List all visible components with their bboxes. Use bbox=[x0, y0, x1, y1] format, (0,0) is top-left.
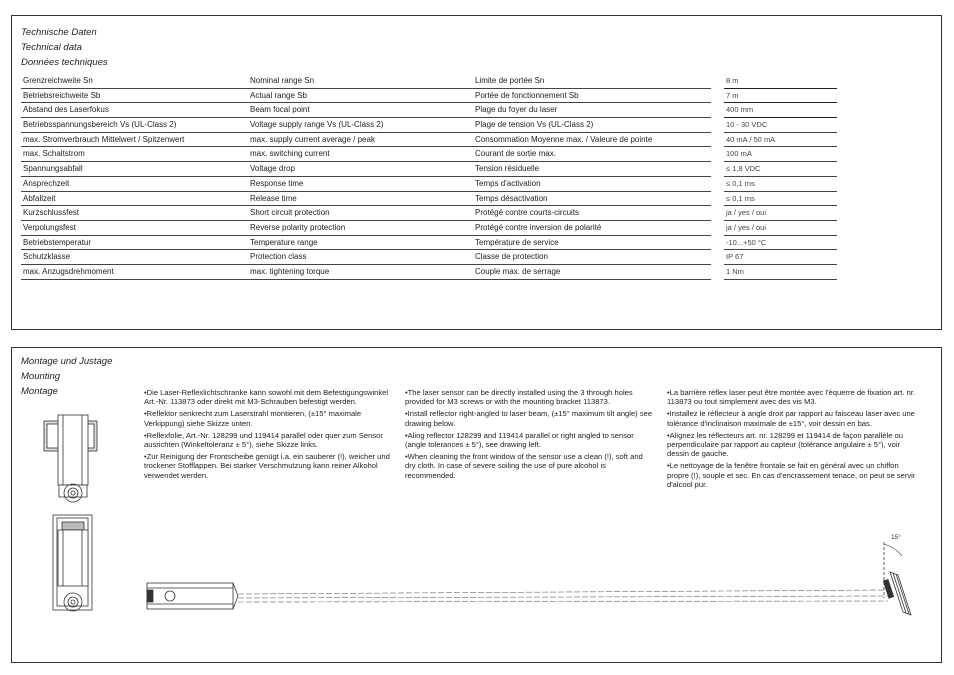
spec-label-fr: Classe de protection bbox=[475, 252, 548, 262]
spec-label-de: max. Anzugsdrehmoment bbox=[23, 266, 114, 276]
laser-beam-lines bbox=[238, 590, 888, 602]
mounting-paragraph: •Alignez les réflecteurs art. nr. 128299 et 119414 de façon parallèle ou perpendiculaire par rapport au capteur (tolérance angulaire ± 5°), voir dessin de gauche. bbox=[667, 430, 903, 459]
title-en: Technical data bbox=[21, 42, 82, 53]
spec-label-fr: Temps désactivation bbox=[475, 193, 548, 203]
sensor-bracket-drawing bbox=[44, 415, 97, 502]
mounting-paragraph: •Die Laser-Reflexlichtschranke kann sowohl mit dem Befestigungswinkel Art.-Nr. 113873 oder direkt mit M3-Schrauben befestigt werden. bbox=[144, 388, 389, 407]
spec-label-fr: Protégé contre inversion de polarité bbox=[475, 222, 602, 232]
spec-label-en: Short circuit protection bbox=[250, 208, 330, 218]
spec-value: 10 - 30 VDC bbox=[726, 120, 768, 130]
spec-value: 40 mA / 50 mA bbox=[726, 134, 776, 144]
spec-label-en: max. switching current bbox=[250, 149, 330, 159]
mounting-paragraph: •Le nettoyage de la fenêtre frontale se fait en général avec un chiffon propre (!), souple et sec. En cas d'encrassement tenace, on peut se servir d'alcool pur. bbox=[667, 461, 916, 489]
spec-value: -10...+50 °C bbox=[726, 237, 767, 247]
spec-value: 1 Nm bbox=[726, 266, 744, 276]
spec-value: 100 mA bbox=[726, 149, 752, 159]
spec-label-de: Betriebsspannungsbereich Vs (UL-Class 2) bbox=[23, 120, 177, 130]
spec-label-fr: Portée de fonctionnement Sb bbox=[475, 90, 579, 100]
spec-label-fr: Temps d'activation bbox=[475, 178, 541, 188]
spec-label-de: Betriebsreichweite Sb bbox=[23, 90, 101, 100]
sensor-side-drawing bbox=[147, 583, 238, 609]
mounting-paragraph: •Reflexfolie, Art.-Nr. 128299 und 119414 parallel oder quer zum Sensor ausrichten (Winkeltoleranz ± 5°), siehe Skizze links. bbox=[144, 430, 383, 450]
spec-label-en: Voltage drop bbox=[250, 164, 295, 174]
spec-label-de: Schutzklasse bbox=[23, 252, 71, 262]
spec-label-de: max. Schaltstrom bbox=[23, 149, 85, 159]
spec-label-en: Beam focal point bbox=[250, 105, 310, 115]
spec-label-en: Voltage supply range Vs (UL-Class 2) bbox=[250, 120, 384, 130]
mounting-paragraph: •Install reflector right-angled to laser beam, (±15° maximum tilt angle) see drawing below. bbox=[405, 409, 653, 428]
spec-label-de: Grenzreichweite Sn bbox=[23, 76, 93, 85]
spec-value: 400 mm bbox=[726, 105, 754, 115]
spec-label-en: Protection class bbox=[250, 252, 307, 262]
spec-value: ≤ 0,1 ms bbox=[726, 178, 755, 188]
spec-label-fr: Limite de portée Sn bbox=[475, 76, 545, 85]
tilt-angle-label: 15° bbox=[891, 534, 901, 541]
spec-label-de: Betriebstemperatur bbox=[23, 237, 92, 247]
spec-label-fr: Plage du foyer du laser bbox=[475, 105, 558, 115]
spec-label-de: max. Stromverbrauch Mittelwert / Spitzenwert bbox=[23, 134, 185, 144]
spec-label-fr: Protégé contre courts-circuits bbox=[475, 208, 580, 218]
mounting-paragraph: •Zur Reinigung der Frontscheibe genügt i.a. ein sauberer (!), weicher und trockener Stofflappen. Bei starker Verschmutzung kann reiner Alkohol verwendet werden. bbox=[144, 452, 390, 480]
spec-value: 7 m bbox=[726, 90, 739, 100]
spec-label-en: Release time bbox=[250, 193, 297, 203]
spec-value: IP 67 bbox=[726, 252, 744, 262]
spec-label-fr: Tension résiduelle bbox=[475, 164, 540, 174]
title-fr: Données techniques bbox=[21, 57, 108, 68]
spec-value: ja / yes / oui bbox=[726, 222, 767, 232]
mounting-paragraph: •Reflektor senkrecht zum Laserstrahl montieren, (±15° maximale Verkippung) siehe Skizze unten. bbox=[144, 409, 362, 428]
spec-label-de: Verpolungsfest bbox=[23, 222, 76, 232]
spec-label-en: Response time bbox=[250, 178, 304, 188]
spec-label-en: max. supply current average / peak bbox=[250, 134, 375, 144]
mounting-title-fr: Montage bbox=[21, 386, 58, 397]
spec-label-de: Abstand des Laserfokus bbox=[23, 105, 109, 115]
spec-label-fr: Couple max. de serrage bbox=[475, 266, 561, 276]
spec-value: ja / yes / oui bbox=[726, 208, 767, 218]
mounting-paragraph: •The laser sensor can be directly installed using the 3 through holes provided for M3 screws or with the mounting bracket 113873. bbox=[405, 388, 633, 407]
spec-label-de: Ansprechzeit bbox=[23, 178, 70, 188]
spec-value: 8 m bbox=[726, 76, 739, 85]
spec-label-de: Spannungsabfall bbox=[23, 164, 83, 174]
mounting-paragraph: •Installez le réflecteur à angle droit par rapport au faisceau laser avec une tolérance d'inclinaison maximale de ±15°, voir dessin en bas. bbox=[667, 409, 915, 428]
spec-value: ≤ 0,1 ms bbox=[726, 193, 755, 203]
mounting-paragraph: •Aling reflector 128299 and 119414 parallel or right angled to sensor (angle tolerances ± 5°), see drawing left. bbox=[405, 430, 634, 450]
spec-label-de: Abfallzeit bbox=[23, 193, 56, 203]
spec-value: ≤ 1,8 VDC bbox=[726, 164, 761, 174]
spec-label-de: Kurzschlussfest bbox=[23, 208, 80, 218]
spec-label-fr: Plage de tension Vs (UL-Class 2) bbox=[475, 120, 594, 130]
mounting-title-en: Mounting bbox=[21, 371, 61, 382]
title-de: Technische Daten bbox=[21, 27, 97, 38]
reflector-drawing bbox=[883, 542, 911, 615]
spec-label-fr: Courant de sortie max. bbox=[475, 149, 556, 159]
spec-label-en: Nominal range Sn bbox=[250, 76, 315, 85]
sensor-frame-drawing bbox=[53, 515, 92, 611]
spec-label-en: max. tightening torque bbox=[250, 266, 330, 276]
spec-label-en: Reverse polarity protection bbox=[250, 222, 346, 232]
mounting-title-de: Montage und Justage bbox=[21, 356, 113, 367]
spec-label-en: Actual range Sb bbox=[250, 90, 307, 100]
spec-label-en: Temperature range bbox=[250, 237, 318, 247]
mounting-paragraph: •When cleaning the front window of the sensor use a clean (!), soft and dry cloth. In case of severe soiling the use of pure alcohol is recommended. bbox=[405, 452, 643, 480]
mounting-paragraph: •La barrière réflex laser peut être montée avec l'équerre de fixation art. nr. 113873 ou tout simplement avec des vis M3. bbox=[667, 388, 916, 407]
spec-label-fr: Température de service bbox=[475, 237, 559, 247]
spec-label-fr: Consommation Moyenne max. / Valeure de pointe bbox=[475, 134, 653, 144]
